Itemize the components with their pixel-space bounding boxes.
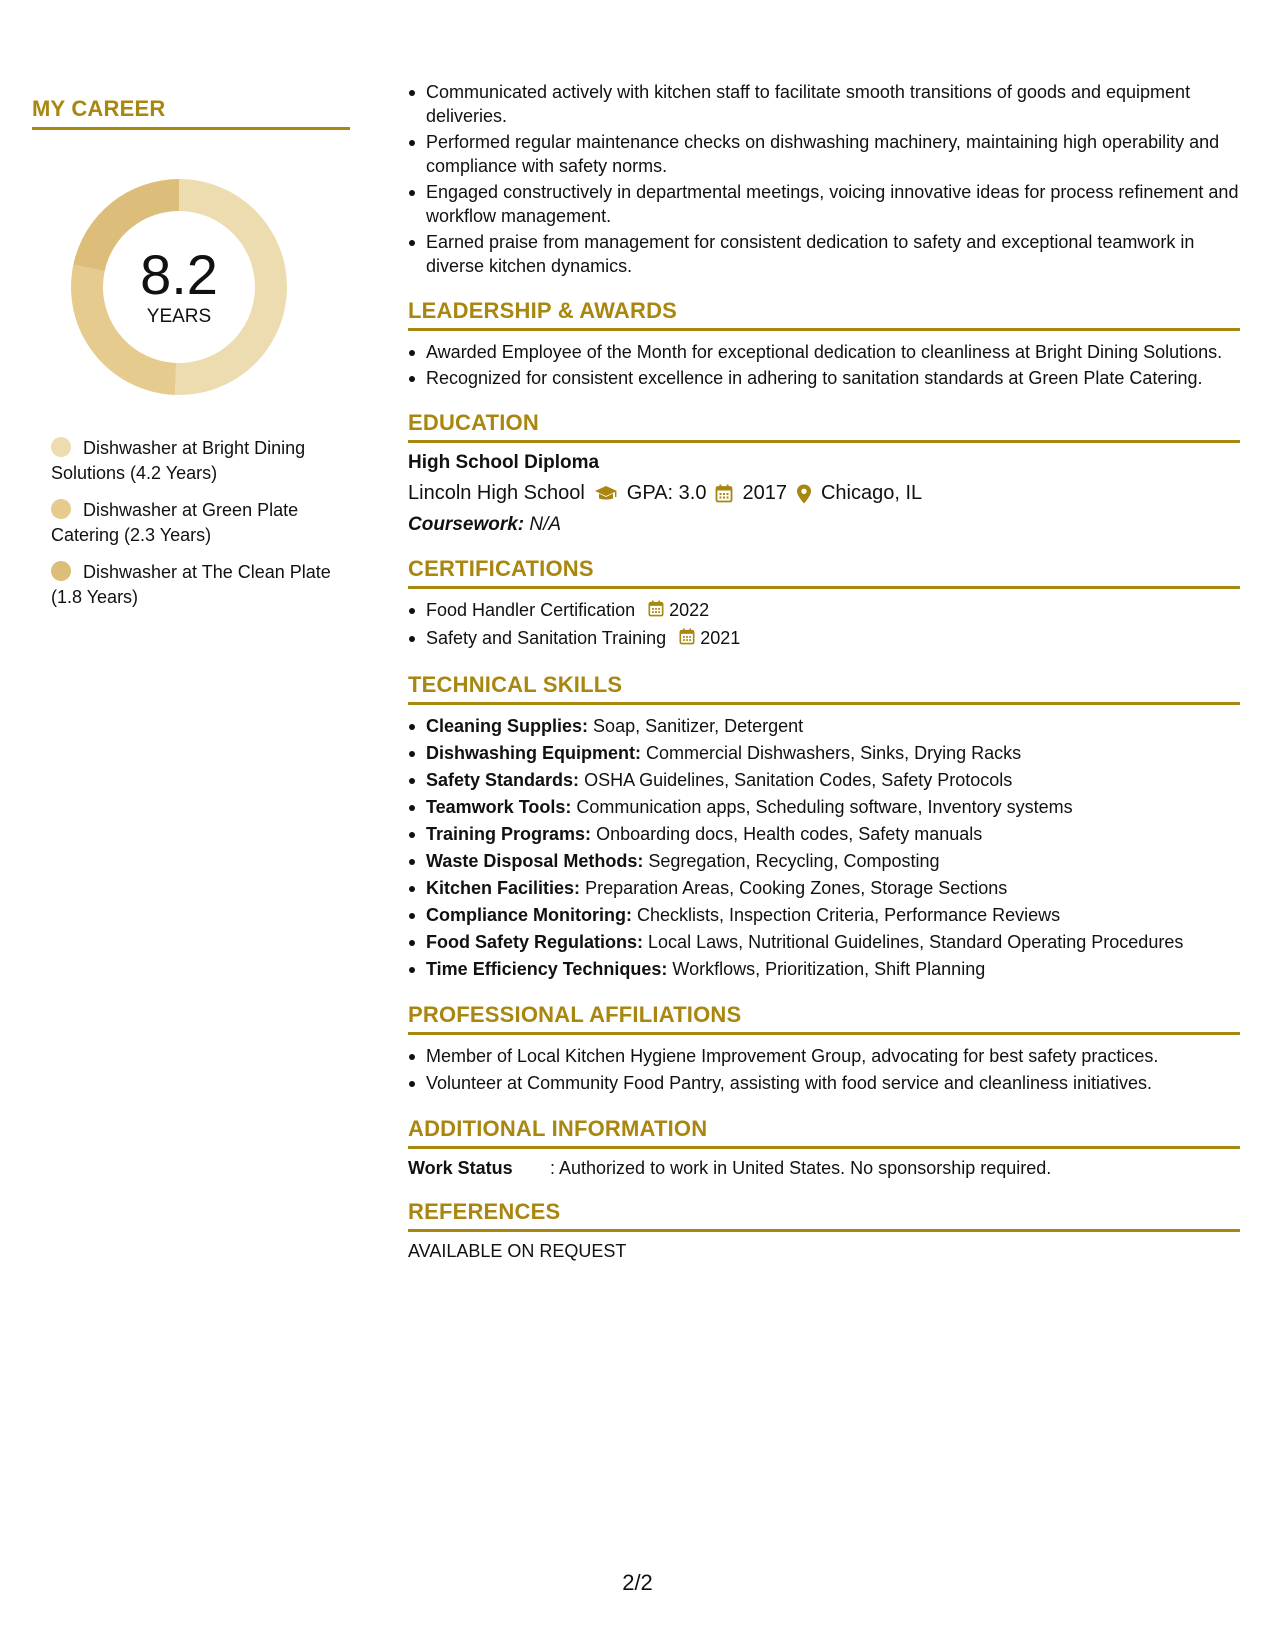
cert-year: 2022 (669, 600, 710, 620)
graduation-cap-icon (594, 485, 618, 503)
experience-bullets (408, 80, 1240, 278)
career-legend (32, 436, 350, 610)
legend-item (51, 436, 341, 486)
skill-label: Teamwork Tools: (426, 796, 572, 817)
skill-value: Checklists, Inspection Criteria, Performance Reviews (637, 904, 1061, 925)
list-item (408, 714, 1240, 739)
skill-value: Communication apps, Scheduling software, Inventory systems (576, 796, 1073, 817)
coursework-value: N/A (529, 514, 562, 535)
list-item (408, 795, 1240, 820)
list-item: Engaged constructively in departmental meetings, voicing innovative ideas for process refinement and workflow management. (408, 180, 1240, 228)
additional-title: ADDITIONAL INFORMATION (408, 1116, 1240, 1149)
education-year: 2017 (742, 482, 787, 504)
education-school: Lincoln High School (408, 482, 585, 504)
calendar-icon (648, 599, 664, 624)
skills-title: TECHNICAL SKILLS (408, 672, 1240, 705)
coursework-label: Coursework: (408, 514, 525, 535)
list-item (408, 876, 1240, 901)
donut-center (64, 172, 294, 402)
work-status-label: Work Status (408, 1157, 513, 1178)
career-donut-chart (64, 172, 294, 402)
cert-name: Safety and Sanitation Training (426, 627, 667, 648)
certifications-title: CERTIFICATIONS (408, 556, 1240, 589)
education-location: Chicago, IL (820, 482, 923, 504)
skill-label: Kitchen Facilities: (426, 877, 581, 898)
skill-value: OSHA Guidelines, Sanitation Codes, Safety Protocols (584, 769, 1013, 790)
skills-list (408, 714, 1240, 982)
skill-value: Commercial Dishwashers, Sinks, Drying Racks (646, 742, 1022, 763)
skill-label: Safety Standards: (426, 769, 580, 790)
legend-label: Dishwasher at Bright Dining Solutions (4.2 Years) (51, 438, 306, 483)
leadership-list (408, 340, 1240, 390)
legend-item (51, 560, 341, 610)
affiliations-list (408, 1044, 1240, 1096)
skill-value: Segregation, Recycling, Composting (648, 850, 940, 871)
list-item (408, 957, 1240, 982)
calendar-icon (679, 627, 695, 652)
legend-dot (51, 437, 71, 457)
career-title: MY CAREER (32, 96, 350, 130)
additional-section (408, 1116, 1240, 1179)
legend-label: Dishwasher at Green Plate Catering (2.3 Years) (51, 500, 299, 545)
legend-label: Dishwasher at The Clean Plate (1.8 Years) (51, 562, 331, 607)
legend-dot (51, 499, 71, 519)
list-item: Member of Local Kitchen Hygiene Improvement Group, advocating for best safety practices. (408, 1044, 1240, 1069)
references-text: AVAILABLE ON REQUEST (408, 1240, 627, 1261)
references-title: REFERENCES (408, 1199, 1240, 1232)
list-item (408, 741, 1240, 766)
right-column (408, 80, 1240, 1262)
list-item: Awarded Employee of the Month for exceptional dedication to cleanliness at Bright Dining Solutions. (408, 340, 1240, 364)
left-column (32, 96, 350, 622)
skill-label: Cleaning Supplies: (426, 715, 589, 736)
page-number: 2/2 (622, 1570, 653, 1595)
skill-label: Dishwashing Equipment: (426, 742, 642, 763)
education-details (408, 482, 1240, 505)
work-status-row (408, 1158, 1240, 1179)
list-item (408, 822, 1240, 847)
skill-label: Waste Disposal Methods: (426, 850, 644, 871)
skills-section (408, 672, 1240, 982)
skill-value: Soap, Sanitizer, Detergent (593, 715, 804, 736)
skill-label: Training Programs: (426, 823, 592, 844)
calendar-icon (715, 484, 733, 503)
leadership-section (408, 298, 1240, 390)
map-pin-icon (796, 484, 812, 504)
education-degree: High School Diploma (408, 452, 600, 473)
list-item: Recognized for consistent excellence in adhering to sanitation standards at Green Plate Catering. (408, 366, 1240, 390)
career-years-unit: YEARS (146, 306, 212, 327)
list-item: Volunteer at Community Food Pantry, assisting with food service and cleanliness initiatives. (408, 1071, 1240, 1096)
skill-label: Food Safety Regulations: (426, 931, 644, 952)
legend-item (51, 498, 341, 548)
cert-year: 2021 (700, 627, 741, 648)
skill-value: Workflows, Prioritization, Shift Planning (672, 958, 986, 979)
skill-value: Onboarding docs, Health codes, Safety manuals (596, 823, 983, 844)
work-status-value: : Authorized to work in United States. No sponsorship required. (550, 1157, 1052, 1178)
list-item (408, 626, 1240, 652)
list-item (408, 903, 1240, 928)
education-gpa: GPA: 3.0 (626, 482, 707, 504)
leadership-title: LEADERSHIP & AWARDS (408, 298, 1240, 331)
list-item: Performed regular maintenance checks on dishwashing machinery, maintaining high operability and compliance with safety norms. (408, 130, 1240, 178)
cert-name: Food Handler Certification (426, 600, 636, 620)
affiliations-title: PROFESSIONAL AFFILIATIONS (408, 1002, 1240, 1035)
list-item: Earned praise from management for consistent dedication to safety and exceptional teamwork in diverse kitchen dynamics. (408, 230, 1240, 278)
education-section (408, 410, 1240, 536)
skill-label: Compliance Monitoring: (426, 904, 632, 925)
list-item (408, 849, 1240, 874)
skill-value: Local Laws, Nutritional Guidelines, Standard Operating Procedures (648, 931, 1184, 952)
certifications-section (408, 556, 1240, 652)
list-item (408, 768, 1240, 793)
list-item (408, 598, 1240, 624)
list-item: Communicated actively with kitchen staff to facilitate smooth transitions of goods and equipment deliveries. (408, 80, 1240, 128)
education-coursework (408, 514, 1240, 536)
education-title: EDUCATION (408, 410, 1240, 443)
skill-label: Time Efficiency Techniques: (426, 958, 668, 979)
list-item (408, 930, 1240, 955)
affiliations-section (408, 1002, 1240, 1096)
references-section (408, 1199, 1240, 1262)
certifications-list (408, 598, 1240, 652)
career-total-years: 8.2 (140, 243, 218, 306)
legend-dot (51, 561, 71, 581)
skill-value: Preparation Areas, Cooking Zones, Storage Sections (585, 877, 1008, 898)
